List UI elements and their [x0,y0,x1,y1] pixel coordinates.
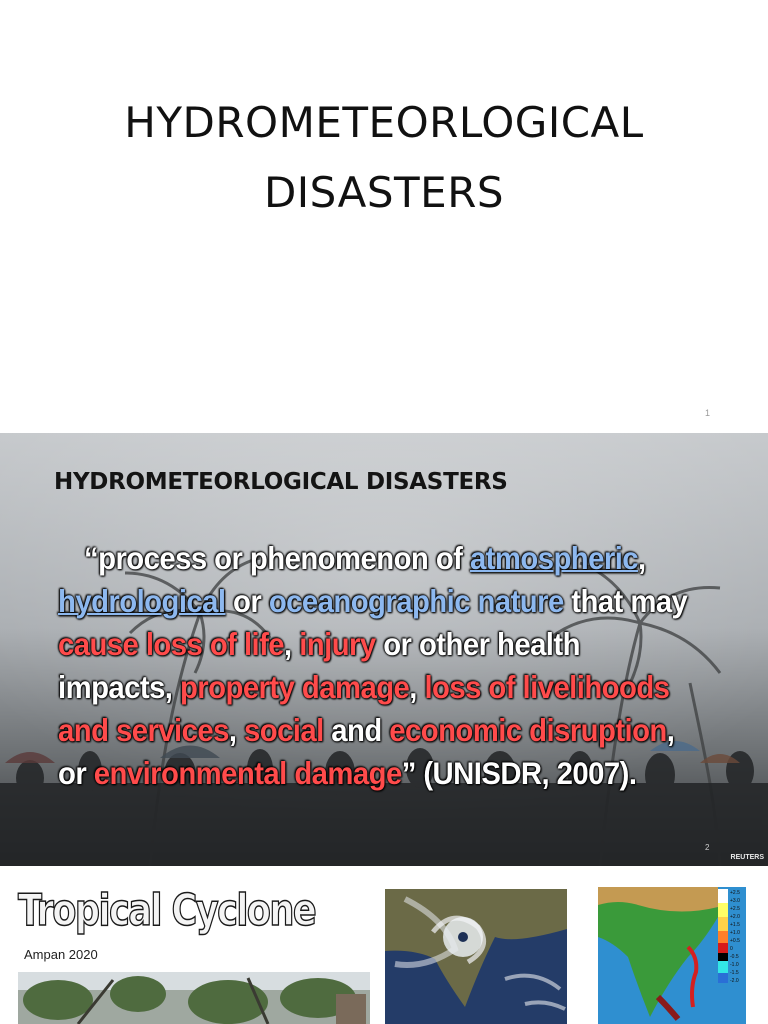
quote-citation: ” (UNISDR, 2007). [401,755,637,791]
term-cause-loss-of-life: cause loss of life [58,626,285,662]
legend-tick-label: +2.0 [730,914,740,920]
legend-tick-label: +2.5 [730,890,740,896]
legend-tick-label: +1.0 [730,930,740,936]
tropical-cyclone-slide [0,867,768,1024]
legend-tick-label: +2.5 [730,906,740,912]
quote-text: that may [563,583,688,619]
title-line-2: DISASTERS [263,168,505,217]
page-number: 2 [705,843,710,852]
photo-credit: REUTERS [730,854,764,861]
quote-text: , or [58,712,675,791]
legend-tick-label: 0 [730,946,733,952]
quote-text: , [228,712,244,748]
quote-text: , [409,669,425,705]
slide-title: Tropical Cyclone [18,885,316,936]
slide-title: HYDROMETEORLOGICAL DISASTERS [54,469,508,495]
term-economic-disruption: economic disruption [389,712,667,748]
quote-text: “process or phenomenon of [84,540,470,576]
legend-tick-label: -1.0 [730,962,739,968]
title-line-1: HYDROMETEORLOGICAL [124,98,644,147]
term-atmospheric: atmospheric [469,540,639,576]
page-number: 1 [704,408,710,418]
storm-surge-map [598,887,746,1024]
title-slide [0,0,768,432]
slide-subtitle: Ampan 2020 [24,947,98,962]
legend-tick-label: -2.0 [730,978,739,984]
color-legend [718,889,728,983]
term-social: social [244,712,324,748]
quote-text: and [323,712,390,748]
satellite-image [385,889,567,1024]
quote-text: , [638,540,646,576]
term-property-damage: property damage [179,669,410,705]
legend-tick-label: +3.0 [730,898,740,904]
term-loss-of-livelihoods: loss of livelihoods and services [58,669,670,748]
legend-tick-label: -1.5 [730,970,739,976]
slide-title [0,88,768,228]
legend-tick-label: +0.5 [730,938,740,944]
quote-text: or other health impacts, [58,626,580,705]
legend-tick-label: -0.5 [730,954,739,960]
definition-quote [58,537,700,795]
definition-slide [0,433,768,866]
term-hydrological: hydrological [58,583,226,619]
term-injury: injury [299,626,376,662]
quote-text: , [284,626,300,662]
term-environmental-damage: environmental damage [93,755,402,791]
quote-text: or [225,583,269,619]
legend-tick-label: +1.5 [730,922,740,928]
term-oceanographic: oceanographic nature [268,583,564,619]
storm-damage-photo [18,972,370,1024]
